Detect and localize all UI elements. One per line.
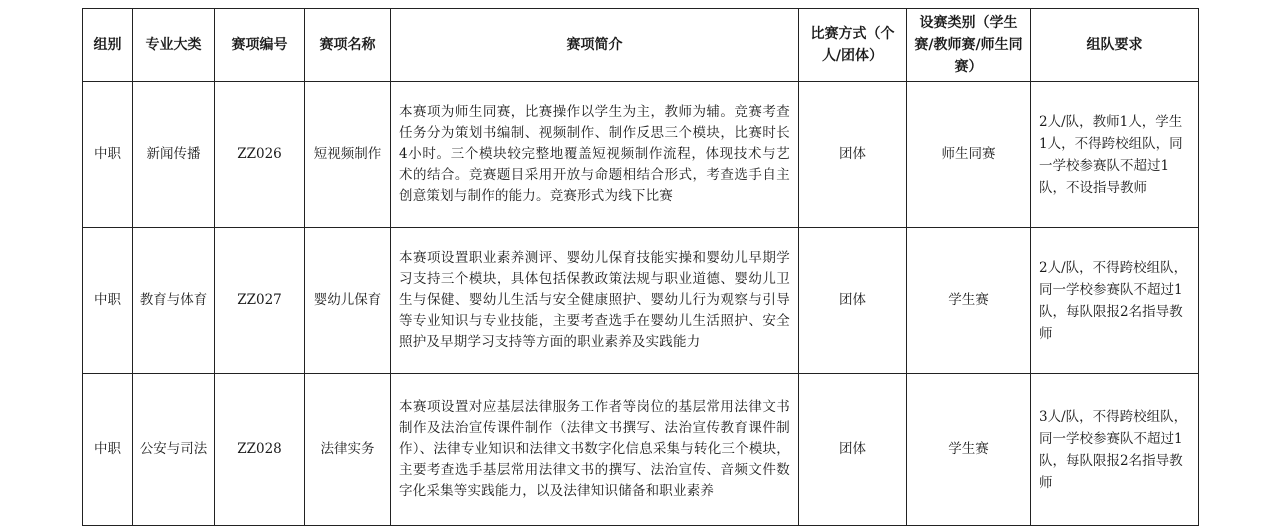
cell-group: 中职 xyxy=(83,374,133,526)
header-code: 赛项编号 xyxy=(215,9,305,82)
cell-team: 2人/队，教师1人，学生1人，不得跨校组队，同一学校参赛队不超过1队，不设指导教师 xyxy=(1031,82,1199,228)
cell-major: 公安与司法 xyxy=(133,374,215,526)
cell-code: ZZ028 xyxy=(215,374,305,526)
header-major: 专业大类 xyxy=(133,9,215,82)
cell-code: ZZ026 xyxy=(215,82,305,228)
cell-major: 教育与体育 xyxy=(133,228,215,374)
contest-table-sheet xyxy=(82,8,1198,525)
cell-team: 2人/队，不得跨校组队，同一学校参赛队不超过1队，每队限报2名指导教师 xyxy=(1031,228,1199,374)
table-row xyxy=(83,82,1199,228)
cell-category: 学生赛 xyxy=(907,228,1031,374)
cell-name: 短视频制作 xyxy=(305,82,391,228)
cell-group: 中职 xyxy=(83,228,133,374)
cell-name: 法律实务 xyxy=(305,374,391,526)
header-group: 组别 xyxy=(83,9,133,82)
cell-team: 3人/队，不得跨校组队，同一学校参赛队不超过1队，每队限报2名指导教师 xyxy=(1031,374,1199,526)
header-team: 组队要求 xyxy=(1031,9,1199,82)
cell-intro: 本赛项为师生同赛，比赛操作以学生为主，教师为辅。竞赛考查任务分为策划书编制、视频制作、制作反思三个模块，比赛时长4小时。三个模块较完整地覆盖短视频制作流程，体现技术与艺术的结合。竞赛题目采用开放与命题相结合形式，考查选手自主创意策划与制作的能力。竞赛形式为线下比赛 xyxy=(391,82,799,228)
cell-mode: 团体 xyxy=(799,374,907,526)
header-name: 赛项名称 xyxy=(305,9,391,82)
header-intro: 赛项简介 xyxy=(391,9,799,82)
header-mode: 比赛方式（个人/团体） xyxy=(799,9,907,82)
table-header-row xyxy=(83,9,1199,82)
cell-category: 学生赛 xyxy=(907,374,1031,526)
cell-name: 婴幼儿保育 xyxy=(305,228,391,374)
cell-intro: 本赛项设置职业素养测评、婴幼儿保育技能实操和婴幼儿早期学习支持三个模块，具体包括保教政策法规与职业道德、婴幼儿卫生与保健、婴幼儿生活与安全健康照护、婴幼儿行为观察与引导等专业知识与专业技能，主要考查选手在婴幼儿生活照护、安全照护及早期学习支持等方面的职业素养及实践能力 xyxy=(391,228,799,374)
table-row xyxy=(83,228,1199,374)
cell-mode: 团体 xyxy=(799,228,907,374)
cell-major: 新闻传播 xyxy=(133,82,215,228)
table-row xyxy=(83,374,1199,526)
contest-table xyxy=(82,8,1199,526)
header-category: 设赛类别（学生赛/教师赛/师生同赛） xyxy=(907,9,1031,82)
cell-mode: 团体 xyxy=(799,82,907,228)
cell-group: 中职 xyxy=(83,82,133,228)
cell-intro: 本赛项设置对应基层法律服务工作者等岗位的基层常用法律文书制作及法治宣传课件制作（法律文书撰写、法治宣传教育课件制作）、法律专业知识和法律文书数字化信息采集与转化三个模块，主要考查选手基层常用法律文书的撰写、法治宣传、音频文件数字化采集等实践能力，以及法律知识储备和职业素养 xyxy=(391,374,799,526)
cell-category: 师生同赛 xyxy=(907,82,1031,228)
cell-code: ZZ027 xyxy=(215,228,305,374)
